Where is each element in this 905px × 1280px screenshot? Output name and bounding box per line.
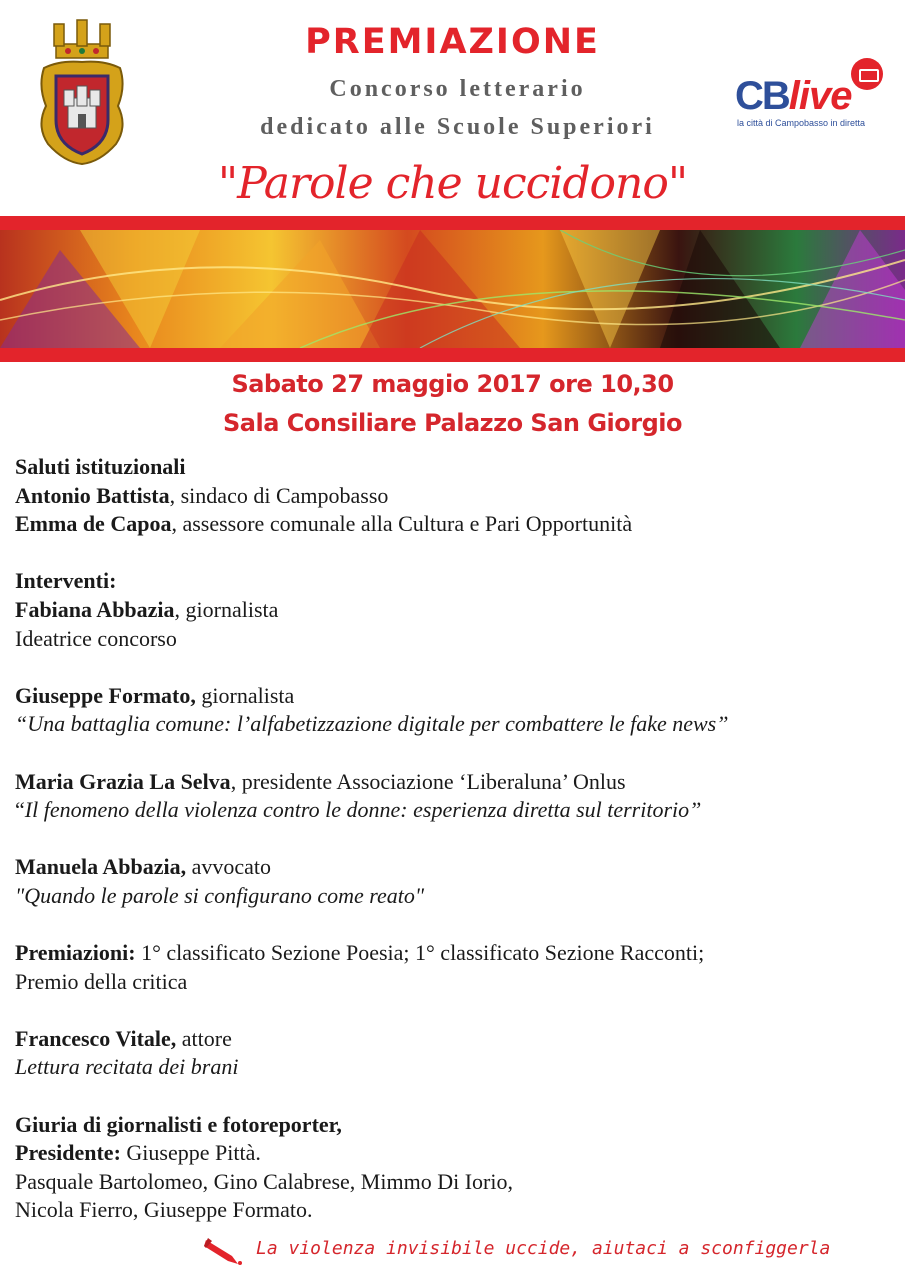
reading-note: Lettura recitata dei brani [15,1054,239,1080]
premiazioni-label: Premiazioni: [15,940,136,966]
premiazioni-line [15,939,900,968]
abstract-art-image [0,230,905,348]
speaker-line [15,853,900,882]
logo-tagline: la città di Campobasso in diretta [737,118,866,128]
broadcast-van-icon [851,58,883,90]
speaker-line [15,768,900,797]
speaker-line [15,596,900,625]
speaker-name: Antonio Battista [15,482,170,508]
premiazioni-text-2: Premio della critica [15,968,188,994]
speaker-role: giornalista [195,682,295,708]
jury-members-2: Nicola Fierro, Giuseppe Formato. [15,1197,313,1223]
jury-president-label: Presidente: [15,1140,121,1166]
cblive-logo [735,58,885,138]
speaker-line [15,482,900,511]
saluti-heading: Saluti istituzionali [15,454,186,479]
jury-president [15,1139,900,1168]
logo-wordmark [735,74,852,119]
talk-title-text: Il fenomeno della violenza contro le donne: esperienza diretta sul territorio” [24,797,702,823]
decorative-banner [0,230,905,348]
event-venue: Sala Consiliare Palazzo San Giorgio [223,409,682,437]
speaker-role: , giornalista [174,596,279,622]
speaker-note: Ideatrice concorso [15,625,177,651]
footer-slogan [0,1232,905,1272]
slogan-text: La violenza invisibile uccide, aiutaci a sconfiggerla [256,1238,831,1259]
logo-cb: CB [735,74,789,118]
pen-icon [202,1234,248,1266]
speaker-role: attore [176,1025,232,1051]
talk-title: “Una battaglia comune: l’alfabetizzazione digitale per combattere le fake news” [15,711,729,737]
event-date: Sabato 27 maggio 2017 ore 10,30 [231,370,674,398]
speaker-line [15,682,900,711]
jury-heading: Giuria di giornalisti e fotoreporter, [15,1111,342,1137]
jury-members: Pasquale Bartolomeo, Gino Calabrese, Mimmo Di Iorio, [15,1168,513,1194]
speaker-role: , sindaco di Campobasso [169,482,389,508]
speaker-name: Manuela Abbazia, [15,854,187,880]
talk-title: "Quando le parole si configurano come reato" [15,882,425,908]
jury-president-name: Giuseppe Pittà. [120,1140,261,1166]
speaker-name: Fabiana Abbazia [15,596,175,622]
speaker-role: , assessore comunale alla Cultura e Pari Opportunità [171,511,633,537]
quote-open: “ [15,797,25,823]
logo-live: live [788,74,852,118]
event-program [15,453,900,1225]
speaker-name: Maria Grazia La Selva [15,768,231,794]
speaker-line [15,510,900,539]
speaker-name: Emma de Capoa [15,511,172,537]
contest-audience: dedicato alle Scuole Superiori [260,114,655,140]
speaker-line [15,1025,900,1054]
speaker-name: Francesco Vitale, [15,1025,177,1051]
talk-title [15,796,900,825]
speaker-role: , presidente Associazione ‘Liberaluna’ Onlus [230,768,626,794]
speaker-name: Giuseppe Formato, [15,682,196,708]
event-title: PREMIAZIONE [305,22,600,62]
contest-motto: "Parole che uccidono" [217,158,688,209]
speaker-role: avvocato [186,854,272,880]
premiazioni-text: 1° classificato Sezione Poesia; 1° classificato Sezione Racconti; [135,940,705,966]
interventi-heading: Interventi: [15,568,117,594]
contest-subtitle: Concorso letterario [329,76,586,102]
